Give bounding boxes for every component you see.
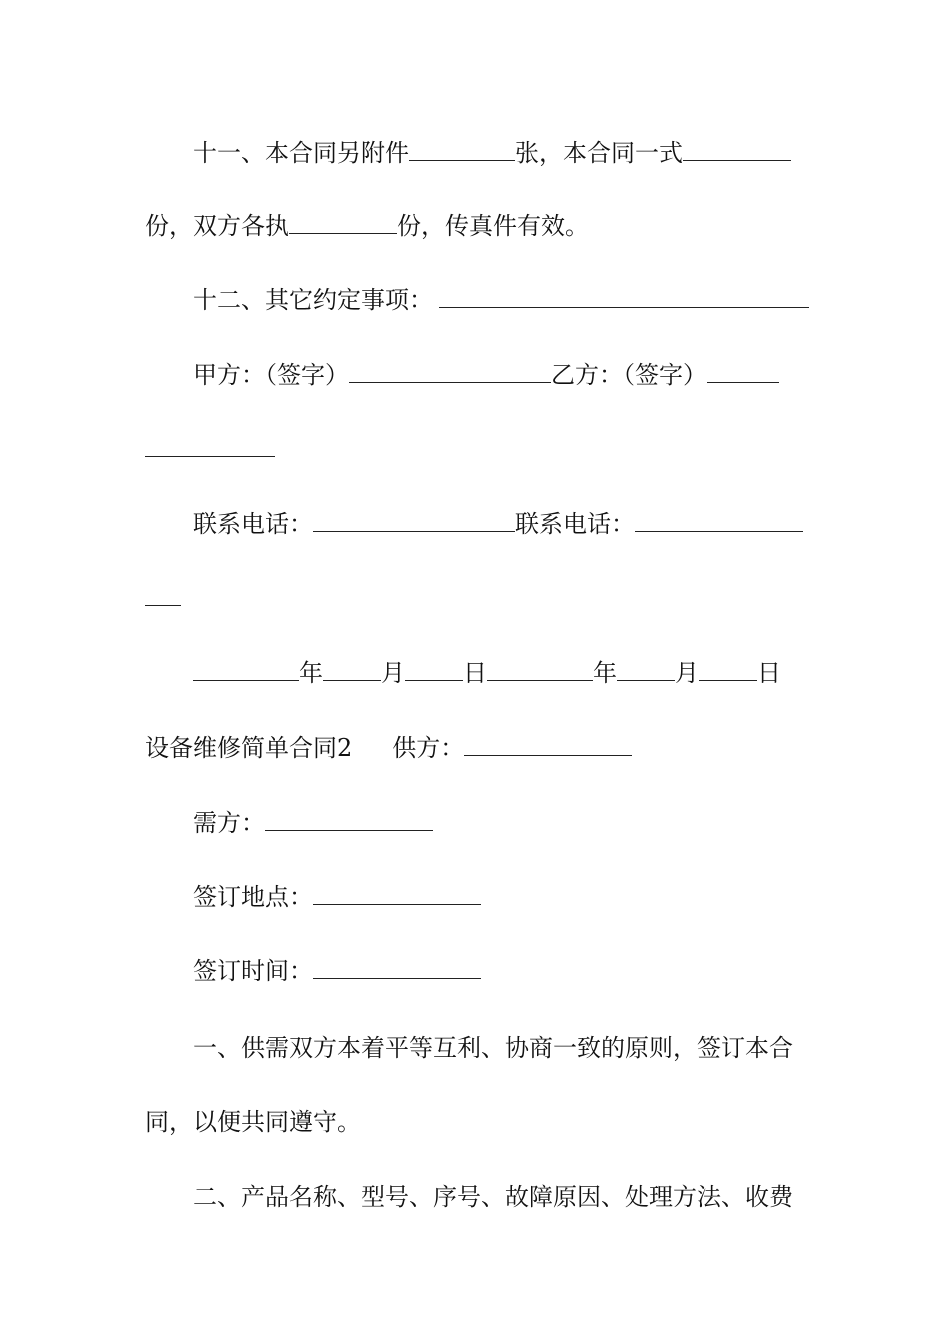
phone-b-blank	[635, 511, 803, 532]
party-a-signature-label: 甲方：（签字）	[193, 361, 349, 389]
date-a-month-blank	[323, 660, 381, 681]
buyer-label: 需方：	[193, 809, 265, 837]
clause-11-text-4: 份，传真件有效。	[397, 212, 589, 240]
copies-each-blank	[289, 213, 397, 234]
date-a-year-blank	[193, 660, 299, 681]
clause-1-text-1: 一、供需双方本着平等互利、协商一致的原则，签订本合	[193, 1034, 793, 1062]
date-b-year-label: 年	[593, 659, 617, 687]
contract-2-clause-1-line-2	[145, 1107, 361, 1137]
phone-b-blank-cont	[145, 585, 181, 606]
date-a-day-label: 日	[463, 659, 487, 687]
clause-11-text-3: 份，双方各执	[145, 212, 289, 240]
phone-line	[193, 509, 803, 539]
contract-2-title: 设备维修简单合同2	[145, 734, 353, 762]
phone-a-blank	[313, 511, 515, 532]
contract-2-clause-1-line-1	[193, 1033, 793, 1063]
phone-b-label: 联系电话：	[515, 510, 635, 538]
clause-11-line-1	[193, 138, 791, 168]
date-a-year-label: 年	[299, 659, 323, 687]
sign-time-blank	[313, 958, 481, 979]
clause-11-text-1: 十一、本合同另附件	[193, 139, 409, 167]
clause-11-line-2	[145, 211, 589, 241]
signature-line	[193, 360, 779, 390]
contract-2-header-line	[145, 733, 632, 763]
date-b-year-blank	[487, 660, 593, 681]
attachment-count-blank	[409, 140, 515, 161]
date-line	[193, 658, 781, 688]
contract-2-clause-2-line-1	[193, 1182, 793, 1212]
phone-line-continued	[145, 583, 181, 613]
signature-line-continued	[145, 434, 275, 464]
sign-place-label: 签订地点：	[193, 883, 313, 911]
other-terms-blank	[439, 287, 809, 308]
clause-12-label: 十二、其它约定事项：	[193, 286, 433, 314]
date-a-day-blank	[405, 660, 463, 681]
date-b-day-label: 日	[757, 659, 781, 687]
clause-2-text-1: 二、产品名称、型号、序号、故障原因、处理方法、收费	[193, 1183, 793, 1211]
supplier-label: 供方：	[392, 734, 465, 762]
clause-11-text-2: 张，本合同一式	[515, 139, 683, 167]
buyer-line	[193, 808, 433, 838]
party-b-signature-blank-cont	[145, 436, 275, 457]
date-b-day-blank	[699, 660, 757, 681]
clause-1-text-2: 同，以便共同遵守。	[145, 1108, 361, 1136]
phone-a-label: 联系电话：	[193, 510, 313, 538]
sign-time-line	[193, 956, 481, 986]
party-b-signature-label: 乙方：（签字）	[551, 361, 707, 389]
clause-12-line	[193, 285, 809, 315]
sign-place-blank	[313, 884, 481, 905]
date-b-month-label: 月	[675, 659, 699, 687]
buyer-blank	[265, 810, 433, 831]
party-b-signature-blank	[707, 362, 779, 383]
sign-time-label: 签订时间：	[193, 957, 313, 985]
date-a-month-label: 月	[381, 659, 405, 687]
sign-place-line	[193, 882, 481, 912]
copies-total-blank	[683, 140, 791, 161]
date-b-month-blank	[617, 660, 675, 681]
party-a-signature-blank	[349, 362, 551, 383]
supplier-blank	[464, 735, 632, 756]
